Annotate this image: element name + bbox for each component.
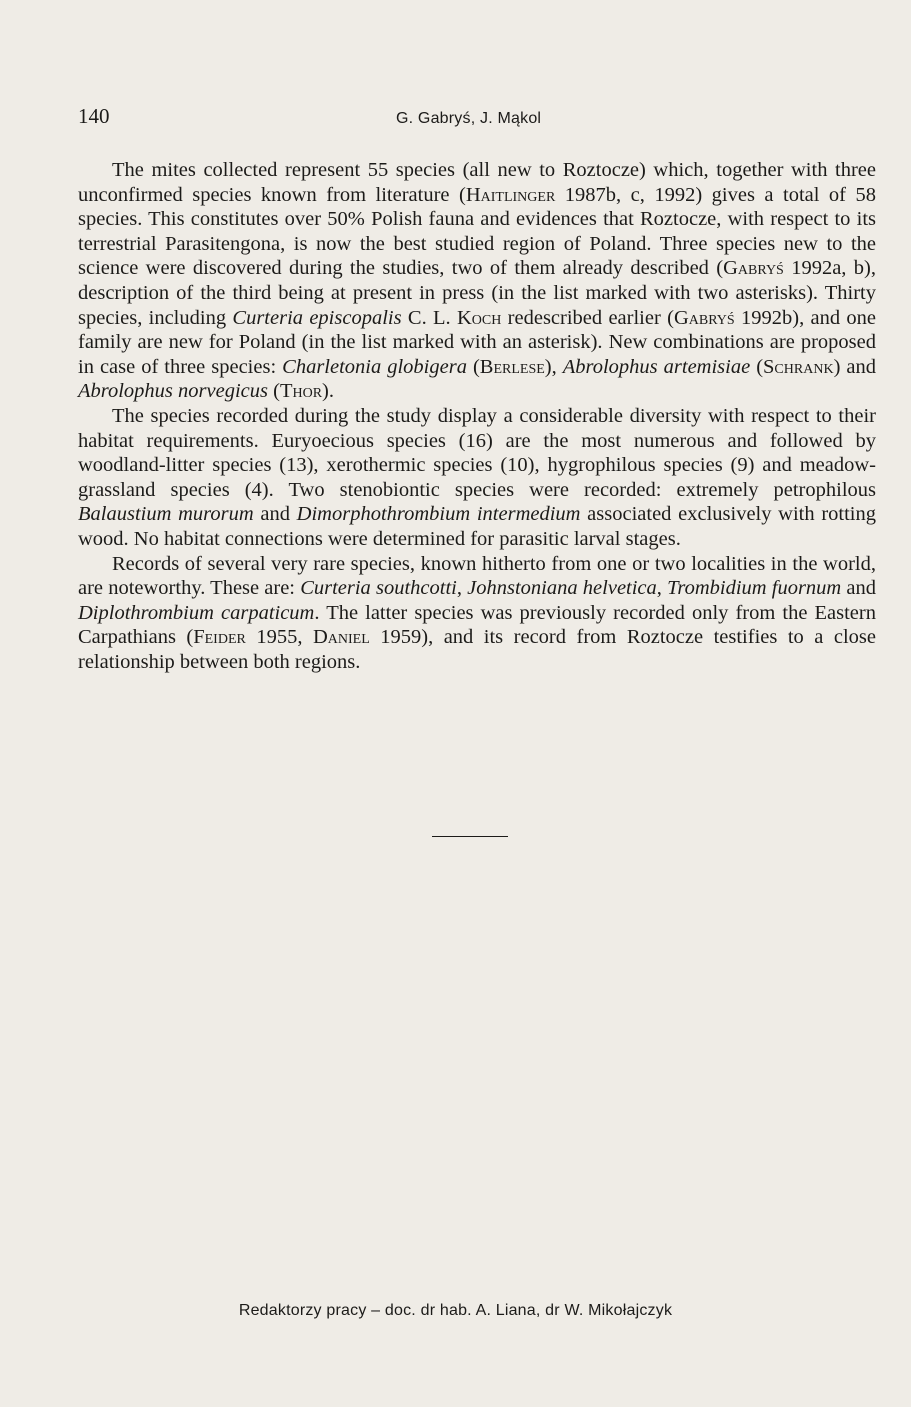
text-run: Records of several very rare species, known hitherto from one or two localities in the world, are noteworthy. These are: xyxy=(78,552,876,600)
author-citation: Gabryś xyxy=(673,306,735,329)
editors-credit: Redaktorzy pracy – doc. dr hab. A. Liana, dr W. Mikołajczyk xyxy=(238,1302,673,1319)
page-header xyxy=(78,104,878,134)
species-name: Trombidium fuornum xyxy=(667,577,842,600)
text-run: associated exclusively with rotting wood. No habitat connections were determined for parasitic larval stages. xyxy=(78,503,876,550)
body-paragraph xyxy=(78,552,876,675)
species-name: Curteria episcopalis xyxy=(232,306,402,329)
author-citation: Koch xyxy=(456,306,502,329)
species-name: Curteria southcotti xyxy=(300,577,457,600)
species-name: Johnstoniana helvetica xyxy=(467,577,657,600)
text-run: The mites collected represent 55 species (all new to Roztocze) which, together with three unconfirmed species known from literature ( xyxy=(78,159,876,206)
author-citation: Gabryś xyxy=(723,257,784,280)
species-name: Abrolophus artemisiae xyxy=(562,355,751,378)
text-run: . The latter species was previously recorded only from the Eastern Carpathians ( xyxy=(78,601,876,649)
author-citation: Daniel xyxy=(312,626,370,649)
author-citation: Haitlinger xyxy=(465,183,556,206)
species-name: Diplothrombium carpaticum xyxy=(78,601,315,624)
text-run: C. L. xyxy=(401,306,457,329)
text-run: and xyxy=(253,503,297,526)
body-paragraph xyxy=(78,158,876,404)
author-citation: Schrank xyxy=(763,355,834,378)
text-run: and xyxy=(841,577,877,600)
text-run: redescribed earlier ( xyxy=(501,306,674,329)
running-head-authors: G. Gabryś, J. Mąkol xyxy=(396,110,542,127)
section-divider xyxy=(432,836,508,837)
text-run: 1987b, c, 1992) gives a total of 58 species. This constitutes over 50% Polish fauna and evidences that Roztocze, with respect to its terrestrial Parasitengona, is now the best studied region of Poland. Three species new to the science were discovered during the studies, two of them already described ( xyxy=(78,183,876,280)
body-paragraph xyxy=(78,404,876,552)
text-run: ), xyxy=(544,355,563,378)
text-run: , xyxy=(656,577,668,600)
page-number: 140 xyxy=(78,104,110,128)
article-body xyxy=(78,158,876,674)
text-run: 1992a, b), description of the third being at present in press (in the list marked with two asterisks). Thirty species, including xyxy=(78,257,877,329)
species-name: Balaustium murorum xyxy=(78,503,254,526)
text-run: ) and xyxy=(833,355,876,378)
text-run: 1959), and its record from Roztocze testifies to a close relationship between both regions. xyxy=(78,626,876,673)
text-run: The species recorded during the study display a considerable diversity with respect to their habitat requirements. Euryoecious species (16) are the most numerous and followed by woodland-litter species (13), xerothermic species (10), hygrophilous species (9) and meadow-grassland species (4). Two stenobiontic species were recorded: extremely petrophilous xyxy=(78,404,876,501)
text-run: 1955, xyxy=(245,626,313,649)
species-name: Dimorphothrombium intermedium xyxy=(296,503,581,526)
author-citation: Thor xyxy=(279,380,323,403)
species-name: Charletonia globigera xyxy=(282,355,467,378)
text-run: , xyxy=(456,577,468,600)
text-run: 1992b), and one family are new for Poland (in the list marked with an asterisk). New combinations are proposed in case of three species: xyxy=(78,306,877,378)
text-run: ( xyxy=(268,380,280,403)
text-run: ( xyxy=(750,355,764,378)
author-citation: Feider xyxy=(193,626,246,649)
text-run: ( xyxy=(466,355,480,378)
species-name: Abrolophus norvegicus xyxy=(78,380,268,403)
text-run: ). xyxy=(322,380,334,403)
author-citation: Berlese xyxy=(479,355,545,378)
